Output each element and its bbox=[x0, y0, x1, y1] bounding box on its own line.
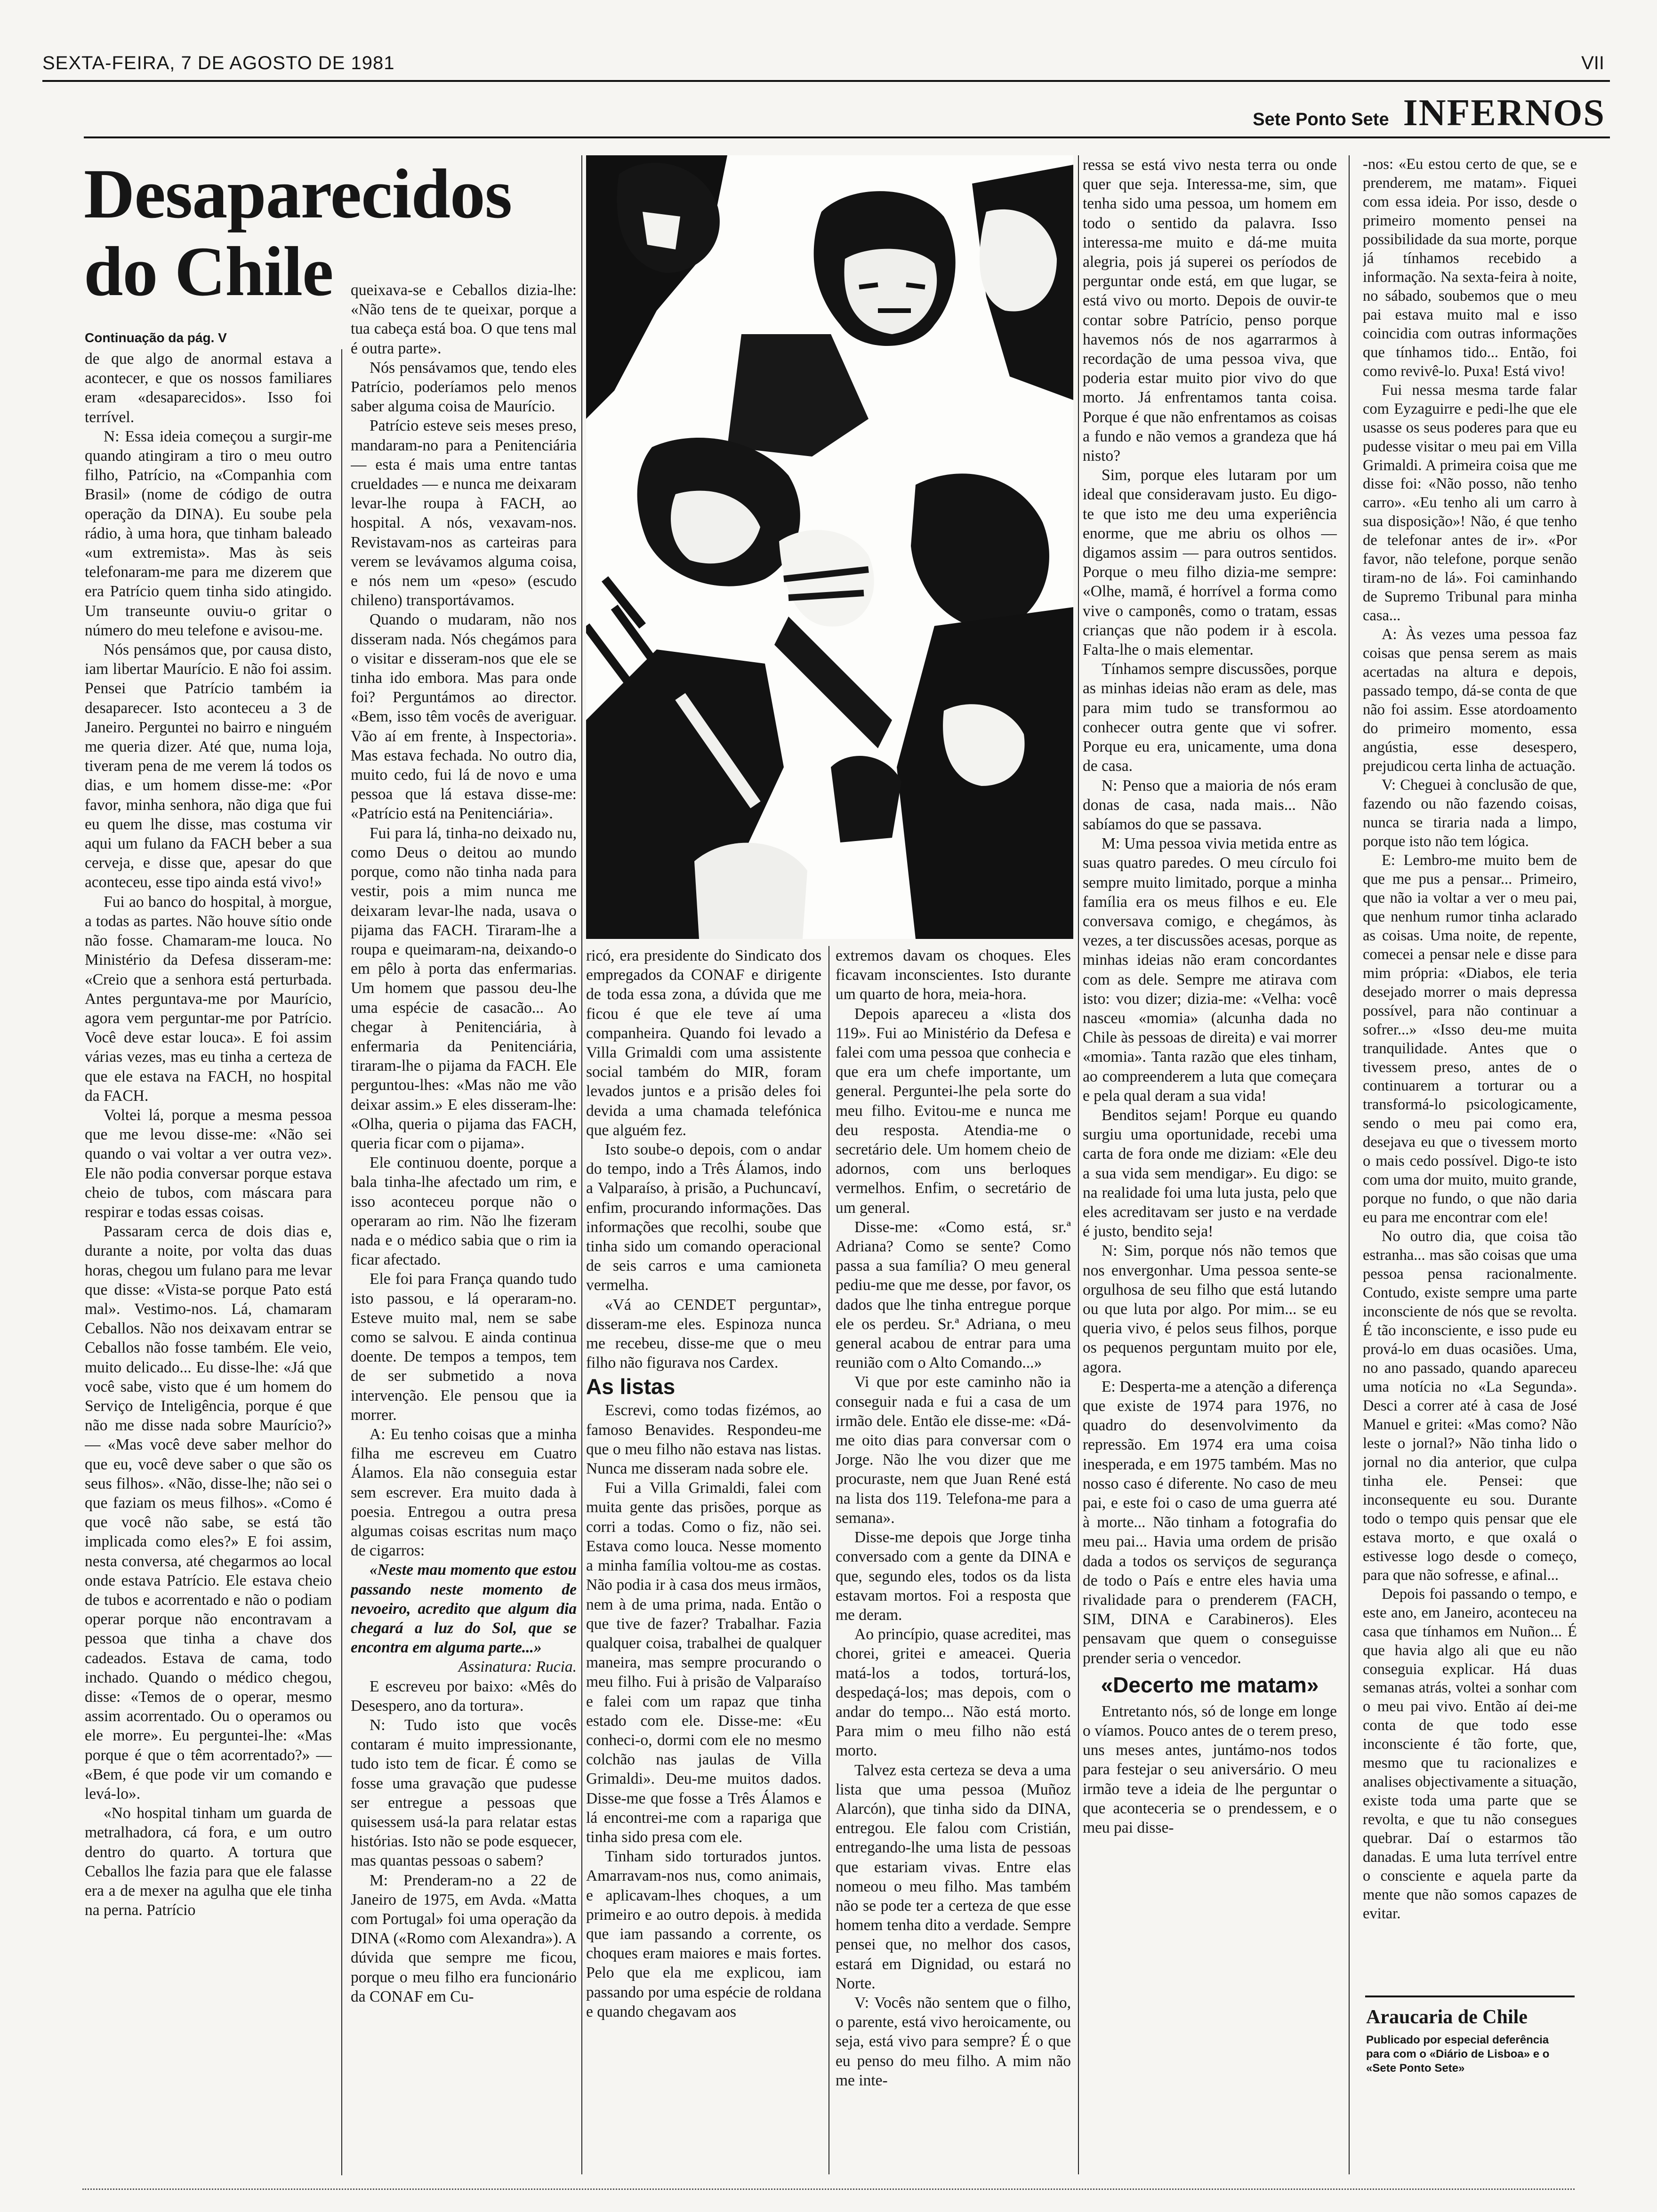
column-rule bbox=[581, 155, 582, 2174]
paragraph: Tínhamos sempre discussões, porque as minhas ideias não eram as dele, mas para mim tudo se transformou ao conhecer outra gente que vi sofrer. Porque eu era, unicamente, uma dona de casa. bbox=[1083, 660, 1337, 775]
credit-title: Araucaria de Chile bbox=[1366, 2006, 1528, 2028]
section-name: INFERNOS bbox=[1403, 92, 1605, 134]
section-header bbox=[1253, 92, 1605, 135]
paragraph: V: Cheguei à conclusão de que, fazendo ou não fazendo coisas, nunca se tiraria nada a limpo, porque isto não tem lógica. bbox=[1363, 776, 1577, 850]
paragraph: Patrício esteve seis meses preso, mandaram-no para a Penitenciária — esta é mais uma entre tantas crueldades — e nunca me deixaram levar-lhe roupa à FACH, ao hospital. A nós, vexavam-nos. Revistavam-nos as carteiras para verem se levávamos alguma coisa, e nós nem um «peso» (escudo chileno) transportávamos. bbox=[351, 417, 577, 609]
headline: Desaparecidos do Chile bbox=[84, 155, 512, 311]
paragraph: Isto soube-o depois, com o andar do tempo, indo a Três Álamos, indo a Valparaíso, à prisão, a Puchuncaví, enfim, procurando informações. Das informações que recolhi, soube que tinha sido um comando operacional de seis carros e uma camioneta vermelha. bbox=[586, 1141, 821, 1294]
article-column-2 bbox=[351, 281, 577, 2177]
paragraph: N: Essa ideia começou a surgir-me quando atingiram a tiro o meu outro filho, Patrício, na «Companhia com Brasil» (nome de código de outra operação da DINA). Eu soube pela rádio, à uma hora, que tinham baleado «um extremista». Mas às seis telefonaram-me para me dizerem que era Patrício quem tinha sido atingido. Um transeunte ouviu-o gritar o número do meu telefone e avisou-me. bbox=[85, 427, 332, 639]
column-rule bbox=[828, 946, 829, 2174]
subheading-as-listas: As listas bbox=[586, 1374, 676, 1399]
paragraph: M: Prenderam-no a 22 de Janeiro de 1975, em Avda. «Matta com Portugal» foi uma operação da DINA («Romo com Alexandra»). A dúvida que sempre me ficou, porque o meu filho era funcionário da CONAF em Cu- bbox=[351, 1871, 577, 2005]
paragraph: Quando o mudaram, não nos disseram nada. Nós chegámos para o visitar e disseram-nos que ele se tinha ido embora. Mas para onde foi? Perguntámos ao director. «Bem, isso têm vocês de averiguar. Vão aí em frente, à Inspectoria». Mas estava fechada. No outro dia, muito cedo, fui lá de novo e uma pessoa que lá estava disse-me: «Patrício está na Penitenciária». bbox=[351, 611, 577, 823]
paragraph: Nós pensámos que, por causa disto, iam libertar Maurício. E não foi assim. Pensei que Patrício também ia desaparecer. Isto aconteceu a 3 de Janeiro. Perguntei no bairro e ninguém me queria dizer. Até que, numa loja, tiveram pena de me verem lá todos os dias, e um homem disse-me: «Por favor, minha senhora, não diga que fui eu quem lhe disse, mas costuma vir aqui um fulano da FACH beber a sua cerveja, e disse que, apesar do que aconteceu, esse tipo ainda está vivo!» bbox=[85, 641, 332, 891]
paragraph: Talvez esta certeza se deva a uma lista que uma pessoa (Muñoz Alarcón), que tinha sido da DINA, entregou. Ele falou com Cristián, entregando-lhe uma lista de pessoas que estariam vivas. Entre elas nomeou o meu filho. Mas também não se pode ter a certeza de que esse homem tenha dito a verdade. Sempre pensei que, no melhor dos casos, estará em Dignidad, ou estará no Norte. bbox=[836, 1761, 1071, 1992]
article-column-4 bbox=[836, 946, 1071, 2174]
paragraph: N: Tudo isto que vocês contaram é muito impressionante, tudo isto tem de ficar. É como se fosse uma gravação que pudesse ser entregue a pessoas que quisessem usá-la para relatar estas histórias. Isto não se pode esquecer, mas quantas pessoas o sabem? bbox=[351, 1716, 577, 1870]
paragraph: Entretanto nós, só de longe em longe o víamos. Pouco antes de o terem preso, uns meses antes, juntámo-nos todos para festejar o seu aniversário. O meu irmão teve a ideia de lhe perguntar o que aconteceria se o prendessem, e o meu pai disse- bbox=[1083, 1702, 1337, 1837]
paragraph: Ele foi para França quando tudo isto passou, e lá operaram-no. Esteve muito mal, nem se sabe como se salvou. E ainda continua doente. De tempos a tempos, tem de ser submetido a nova intervenção. Ele pensou que ia morrer. bbox=[351, 1270, 577, 1424]
paragraph: ricó, era presidente do Sindicato dos empregados da CONAF e dirigente de toda essa zona, a dúvida que me ficou é que ele teve aí uma companheira. Quando foi levado a Villa Grimaldi com uma assistente social também do MIR, foram levados juntos e a prisão deles foi devida a uma chamada telefónica que alguém fez. bbox=[586, 947, 821, 1139]
paragraph: Ao princípio, quase acreditei, mas chorei, gritei e ameacei. Queria matá-los a todos, torturá-los, despedaçá-los; mas depois, com o andar do tempo... Não está morto. Para mim o meu filho não está morto. bbox=[836, 1626, 1071, 1760]
bottom-dotted-rule bbox=[82, 2188, 1575, 2190]
subheading-decerto-me-matam: «Decerto me matam» bbox=[1101, 1672, 1319, 1697]
paragraph: N: Penso que a maioria de nós eram donas de casa, nada mais... Não sabíamos do que se passava. bbox=[1083, 777, 1337, 833]
column-rule bbox=[341, 349, 342, 2175]
paragraph: «No hospital tinham um guarda de metralhadora, cá fora, e um outro dentro do quarto. A tortura que Ceballos lhe fazia para que ele falasse era a de mexer na agulha que ele tinha na perna. Patrício bbox=[85, 1804, 332, 1919]
prisoners-woodcut-image bbox=[586, 155, 1073, 939]
credit-text: Publicado por especial deferência para com o «Diário de Lisboa» e o «Sete Ponto Sete» bbox=[1366, 2034, 1550, 2075]
paragraph: No outro dia, que coisa tão estranha... mas são coisas que uma pessoa pensa racionalmente. Contudo, existe sempre uma parte inconsciente de nós que se revolta. É tão inconsciente, e isso pude eu prová-lo em duas ocasiões. Uma, no ano passado, quando apareceu uma notícia no «La Segunda». Desci a correr até à casa de José Manuel e gritei: «Mas como? Não leste o jornal?» Não tinha lido o jornal no dia anterior, que culpa tinha ele. Pensei: que inconsequente eu sou. Durante todo o tempo quis pensar que ele estava morto, e que oxalá o estivesse logo desde o começo, para que não sofresse, e afinal... bbox=[1363, 1228, 1577, 1584]
article-column-1 bbox=[85, 349, 332, 2175]
header-rule bbox=[42, 80, 1610, 82]
paragraph: Fui ao banco do hospital, à morgue, a todas as partes. Não houve sítio onde não fosse. Chamaram-me louca. No Ministério da Defesa disseram-me: «Creio que a senhora está perturbada. Antes perguntava-me por Maurício, agora vem perguntar-me por Patrício. Você deve estar louca». E foi assim várias vezes, mas eu tinha a certeza de que ele estava na FACH, no hospital da FACH. bbox=[85, 893, 332, 1105]
article-column-6 bbox=[1363, 155, 1577, 1986]
signature-line: Assinatura: Rucia. bbox=[458, 1658, 577, 1676]
paragraph: Voltei lá, porque a mesma pessoa que me levou disse-me: «Não sei quando o vai voltar a ver outra vez». Ele não podia conversar porque estava cheio de tubos, com máscara para respirar e todas essas coisas. bbox=[85, 1106, 332, 1221]
column-rule bbox=[1078, 155, 1079, 2174]
paragraph: Ele continuou doente, porque a bala tinha-lhe afectado um rim, e isso aconteceu porque não o operaram ao rim. Não lhe fizeram nada e o médico sabia que o rim ia ficar afectado. bbox=[351, 1154, 577, 1269]
paragraph: Fui nessa mesma tarde falar com Eyzaguirre e pedi-lhe que ele usasse os seus poderes para que eu pudesse visitar o meu pai em Villa Grimaldi. A primeira coisa que me disse foi: «Não posso, não tenho carro». «Eu tenho ali um carro à sua disposição»! Não, é que tenho de telefonar antes de ir». «Por favor, não telefone, porque senão tiram-no de lá». Foi caminhando de Supremo Tribunal para minha casa... bbox=[1363, 381, 1577, 625]
paragraph: ressa se está vivo nesta terra ou onde quer que seja. Interessa-me, sim, que tenha sido uma pessoa, um homem em todo o sentido da palavra. Isso interessa-me muito e dá-me muita alegria, pois já superei os períodos de perguntar onde está, em que lugar, se está vivo ou morto. Depois de ouvir-te contar sobre Patrício, penso porque havemos nós de nos agarrarmos à recordação de uma pessoa viva, que poderia estar muito pior vivo do que morto. Já enfrentamos tanta coisa. Porque é que não enfrentamos as coisas a fundo e não vemos a grandeza que há nisto? bbox=[1083, 156, 1337, 465]
paragraph: Tinham sido torturados juntos. Amarravam-nos nus, como animais, e aplicavam-lhes choques, a um primeiro e ao outro depois. à medida que iam passando a corrente, os choques eram maiores e mais fortes. Pelo que ela me explicou, iam passando por uma espécie de roldana e quando chegavam aos bbox=[586, 1848, 821, 2020]
paragraph: Disse-me: «Como está, sr.ª Adriana? Como se sente? Como passa a sua família? O meu general pediu-me que me desse, por favor, os dados que lhe tinha entregue porque ele os perdeu. Sr.ª Adriana, o meu general acabou de entrar para uma reunião com o Alto Comando...» bbox=[836, 1218, 1071, 1372]
paragraph: A: Eu tenho coisas que a minha filha me escreveu em Cuatro Álamos. Ela não conseguia estar sem escrever. Era muito dada à poesia. Entregou a outra presa algumas coisas escritas num maço de cigarros: bbox=[351, 1425, 577, 1560]
poem-quote: «Neste mau momento que estou passando neste momento de nevoeiro, acredito que algum dia chegará a luz do Sol, que se encontra em alguma parte...» bbox=[351, 1561, 577, 1657]
column-rule bbox=[1349, 155, 1350, 2174]
paragraph: M: Uma pessoa vivia metida entre as suas quatro paredes. O meu círculo foi sempre muito limitado, porque a minha família era os meus filhos e eu. Ele conversava comigo, e chegámos, às vezes, a ter discussões acesas, porque as minhas ideias não eram concordantes com as dele. Sempre me atirava com isto: vou dizer; dizia-me: «Velha: você nasceu «momia» (alcunha dada no Chile às pessoas de direita) e vai morrer «momia». Tanta razão que eles tinham, ao compreenderem a luta que começara e pela qual deram a sua vida! bbox=[1083, 835, 1337, 1105]
credit-rule bbox=[1365, 1996, 1575, 1997]
article-column-3 bbox=[586, 946, 821, 2174]
header-date: SEXTA-FEIRA, 7 DE AGOSTO DE 1981 bbox=[42, 53, 395, 73]
paragraph: Passaram cerca de dois dias e, durante a noite, por volta das duas horas, chegou um fulano para me levar que disse: «Vista-se porque Pato está mal». Vestimo-nos. Lá, chamaram Ceballos. Não nos deixavam entrar se Ceballos não fosse também. Ele veio, muito delicado... Eu disse-lhe: «Já que você sabe, visto que é um homem do Serviço de Inteligência, porque é que não me disse nada sobre Maurício?» — «Mas você deve saber melhor do que eu, você deve saber o que são os seus filhos». «Não, disse-lhe; não sei o que faziam os meus filhos». «Como é que você não sabe, se está tão implicada como eles?» E foi assim, nesta conversa, até chegarmos ao local onde estava Patrício. Ele estava cheio de tubos e acorrentado e não o podiam operar porque não encontravam a pessoa que tinha a chave dos cadeados. Estava de cama, todo inchado. Quando o médico chegou, disse: «Temos de o operar, mesmo assim acorrentado. Ou o operamos ou ele morre». Eu perguntei-lhe: «Mas porque é que o têm acorrentado?» — «Bem, é que pode vir um comando e levá-lo». bbox=[85, 1223, 332, 1803]
paragraph: Benditos sejam! Porque eu quando surgiu uma oportunidade, recebi uma carta de fora onde me diziam: «Ele deu a sua vida sem mendigar». Eu digo: se na realidade foi uma luta justa, pelo que eles acreditavam ser justo e na verdade é justo, bendito seja! bbox=[1083, 1106, 1337, 1241]
paragraph: Sim, porque eles lutaram por um ideal que consideravam justo. Eu digo-te que isto me deu uma experiência enorme, que me abriu os olhos — digamos assim — para outros sentidos. Porque o meu filho dizia-me sempre: «Olhe, mamã, é horrível a forma como vive o camponês, como o tratam, essas crianças que não podem ir à escola. Falta-lhe o mais elementar. bbox=[1083, 466, 1337, 659]
paragraph: Vi que por este caminho não ia conseguir nada e fui a casa de um irmão dele. Então ele disse-me: «Dá-me oito dias para conversar com o Jorge. Não lhe vou dizer que me procuraste, nem que Juan René está na lista dos 119. Telefona-me para a semana». bbox=[836, 1373, 1071, 1527]
paragraph: Depois foi passando o tempo, e este ano, em Janeiro, aconteceu na casa que tínhamos em Nuñon... É que havia algo ali que eu não conseguia explicar. Há duas semanas atrás, voltei a sonhar com o meu pai vivo. Então aí dei-me conta de que todo esse inconsciente é tão forte, que, mesmo que tu racionalizes e analises objectivamente a situação, existe toda uma parte que se revolta, e que tu não consegues quebrar. Daí o estarmos tão danadas. E uma luta terrível entre o consciente e aquela parte da mente que não somos capazes de evitar. bbox=[1363, 1585, 1577, 1923]
section-tag: Sete Ponto Sete bbox=[1253, 110, 1389, 129]
section-rule bbox=[84, 136, 1610, 138]
paragraph: Depois apareceu a «lista dos 119». Fui ao Ministério da Defesa e falei com uma pessoa que conhecia e que era um chefe importante, um general. Perguntei-lhe pela sorte do meu filho. Evitou-me e nunca me deu resposta. Atendia-me o secretário dele. Um homem cheio de adornos, com uns berloques vermelhos. Enfim, o secretário de um general. bbox=[836, 1005, 1071, 1217]
paragraph: Fui a Villa Grimaldi, falei com muita gente das prisões, porque as corri a todas. Como o fiz, não sei. Estava como louca. Nesse momento a minha família voltou-me as costas. Não podia ir à casa dos meus irmãos, nem à de uma prima, nada. Então o que tive de fazer? Trabalhar. Fazia qualquer coisa, trabalhei de qualquer maneira, mas sempre procurando o meu filho. Fui à prisão de Valparaíso e falei com um rapaz que tinha estado com ele. Disse-me: «Eu conheci-o, dormi com ele no mesmo colchão nas jaulas de Villa Grimaldi». Deu-me muitos dados. Disse-me que fosse a Três Álamos e lá encontrei-me com a rapariga que tinha sido presa com ele. bbox=[586, 1479, 821, 1846]
paragraph: de que algo de anormal estava a acontecer, e que os nossos familiares eram «desaparecidos». Isso foi terrível. bbox=[85, 350, 332, 426]
paragraph: A: Às vezes uma pessoa faz coisas que pensa serem as mais acertadas na altura e depois, passado tempo, dá-se conta de que não foi assim. Esse atordoamento do primeiro momento, essa angústia, esse desespero, prejudicou certa linha de actuação. bbox=[1363, 626, 1577, 775]
paragraph: E escreveu por baixo: «Mês do Desespero, ano da tortura». bbox=[351, 1677, 577, 1715]
article-column-5 bbox=[1083, 155, 1337, 2174]
paragraph: N: Sim, porque nós não temos que nos envergonhar. Uma pessoa sente-se orgulhosa de seu filho que está lutando ou que luta por algo. Por mim... se eu queria vivo, é pelos seus filhos, porque os pequenos perguntam muito por ele, agora. bbox=[1083, 1242, 1337, 1376]
continuation-note: Continuação da pág. V bbox=[85, 330, 227, 345]
paragraph: E: Desperta-me a atenção a diferença que existe de 1974 para 1976, no quadro do desenvolvimento da repressão. Em 1974 era uma coisa inesperada, e em 1975 também. Mas no nosso caso é diferente. No caso de meu pai, e este foi o caso de uma guerra até à morte... Não tinham a fotografia do meu pai... Havia uma ordem de prisão dada a todos os serviços de segurança de todo o País e entre eles havia uma rivalidade para o prenderem (FACH, SIM, DINA e Carabineros). Eles pensavam que quem o conseguisse prender seria o vencedor. bbox=[1083, 1378, 1337, 1667]
page-number: VII bbox=[1581, 53, 1604, 73]
paragraph: Disse-me depois que Jorge tinha conversado com a gente da DINA e que, segundo eles, todos os da lista estavam mortos. Foi a resposta que me deram. bbox=[836, 1529, 1071, 1624]
paragraph: extremos davam os choques. Eles ficavam inconscientes. Isto durante um quarto de hora, meia-hora. bbox=[836, 947, 1071, 1003]
paragraph: queixava-se e Ceballos dizia-lhe: «Não tens de te queixar, porque a tua cabeça está boa. O que tens mal é outra parte». bbox=[351, 281, 577, 357]
paragraph: Nós pensávamos que, tendo eles Patrício, poderíamos pelo menos saber alguma coisa de Maurício. bbox=[351, 359, 577, 416]
paragraph: -nos: «Eu estou certo de que, se e prenderem, me matam». Fiquei com essa ideia. Por isso, desde o primeiro momento pensei na possibilidade da sua morte, porque já tínhamos recebido a informação. Na sexta-feira à noite, no sábado, soubemos que o meu pai estava muito mal e isso coincidia com outras informações que tínhamos tido... Então, foi como revivê-lo. Puxa! Está vivo! bbox=[1363, 156, 1577, 380]
paragraph: Fui para lá, tinha-no deixado nu, como Deus o deitou ao mundo porque, como não tinha nada para vestir, pois a mim nunca me deixaram levar-lhe nada, usava o pijama das FACH. Tiraram-lhe a roupa e queimaram-na, deixando-o em pêlo à porta das enfermarias. Um homem que passou deu-lhe uma espécie de casacão... Ao chegar à Penitenciária, à enfermaria da Penitenciária, tiraram-lhe o pijama da FACH. Ele perguntou-lhes: «Mas não me vão deixar assim.» E eles disseram-lhe: «Olha, queria o pijama das FACH, queria ficar com o pijama». bbox=[351, 824, 577, 1152]
paragraph: «Vá ao CENDET perguntar», disseram-me eles. Espinoza nunca me recebeu, disse-me que o meu filho não figurava nos Cardex. bbox=[586, 1296, 821, 1372]
paragraph: V: Vocês não sentem que o filho, o parente, está vivo heroicamente, ou seja, está vivo para sempre? É o que eu penso do meu filho. A mim não me inte- bbox=[836, 1994, 1071, 2089]
woodcut-illustration bbox=[586, 155, 1073, 939]
paragraph: Escrevi, como todas fizémos, ao famoso Benavides. Respondeu-me que o meu filho não estava nas listas. Nunca me disseram nada sobre ele. bbox=[586, 1402, 821, 1478]
paragraph: E: Lembro-me muito bem de que me pus a pensar... Primeiro, que não ia voltar a ver o meu pai, que nenhum rumor tinha aclarado as coisas. Uma noite, de repente, comecei a pensar nele e disse para mim própria: «Diabos, ele teria desejado morrer o mais depressa possível, para não continuar a sofrer...» «Isso deu-me muita tranquilidade. Antes que o tivessem preso, antes de o continuarem a torturar ou a transformá-lo psicologicamente, sendo o meu pai como era, desejava eu que o tivessem morto o mais cedo possível. Digo-te isto com uma dor muito, muito grande, porque no fundo, o que não daria eu para me encontrar com ele! bbox=[1363, 851, 1577, 1226]
